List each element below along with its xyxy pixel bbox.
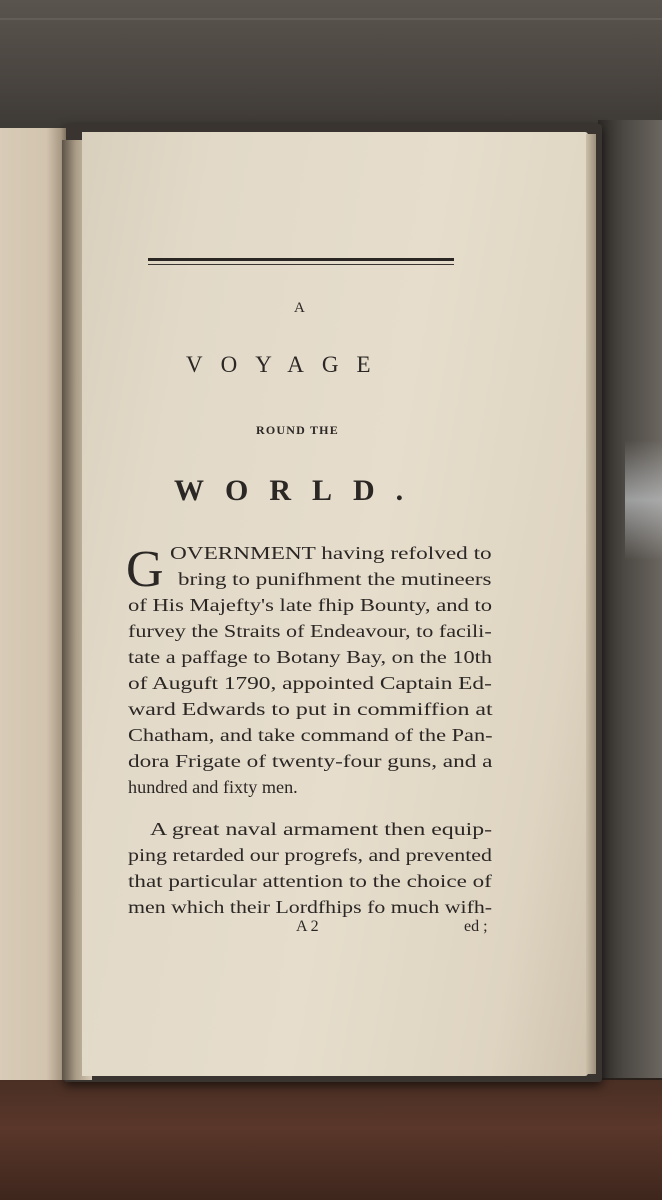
text-line: Chatham, and take command of the Pan- (128, 725, 493, 745)
left-page (0, 128, 66, 1080)
text-line: ping retarded our progrefs, and prevented (128, 845, 493, 865)
drop-cap: G (126, 541, 164, 598)
glass-reflection (625, 440, 662, 560)
text-line: of His Majefty's late fhip Bounty, and to (128, 595, 493, 615)
text-line: ward Edwards to put in commiffion at (128, 699, 493, 719)
text-line: OVERNMENT having refolved to (170, 543, 492, 563)
text-line: men which their Lordfhips fo much wifh- (128, 897, 493, 917)
display-case-side (598, 120, 662, 1080)
text-line: of Auguft 1790, appointed Captain Ed- (128, 673, 492, 693)
wooden-table (0, 1080, 662, 1200)
text-line: furvey the Straits of Endeavour, to facili- (128, 621, 492, 641)
text-line: bring to punifhment the mutineers (178, 569, 492, 589)
title-rule (148, 258, 454, 261)
text-line: dora Frigate of twenty-four guns, and a (128, 751, 493, 771)
wall-molding (0, 18, 662, 20)
text-line: tate a paffage to Botany Bay, on the 10th (128, 647, 492, 667)
text-line: hundred and fixty men. (128, 777, 298, 797)
title-article: A (294, 300, 305, 316)
title-rule-thin (148, 264, 454, 265)
catchword: ed ; (464, 918, 488, 935)
text-line: that particular attention to the choice of (128, 871, 492, 891)
title-round-the: ROUND THE (256, 423, 339, 437)
signature-mark: A 2 (296, 918, 319, 935)
text-line: A great naval armament then equip- (150, 819, 493, 839)
page-edge (586, 134, 596, 1074)
title-world: WORLD. (174, 474, 425, 507)
title-voyage: VOYAGE (186, 352, 389, 377)
